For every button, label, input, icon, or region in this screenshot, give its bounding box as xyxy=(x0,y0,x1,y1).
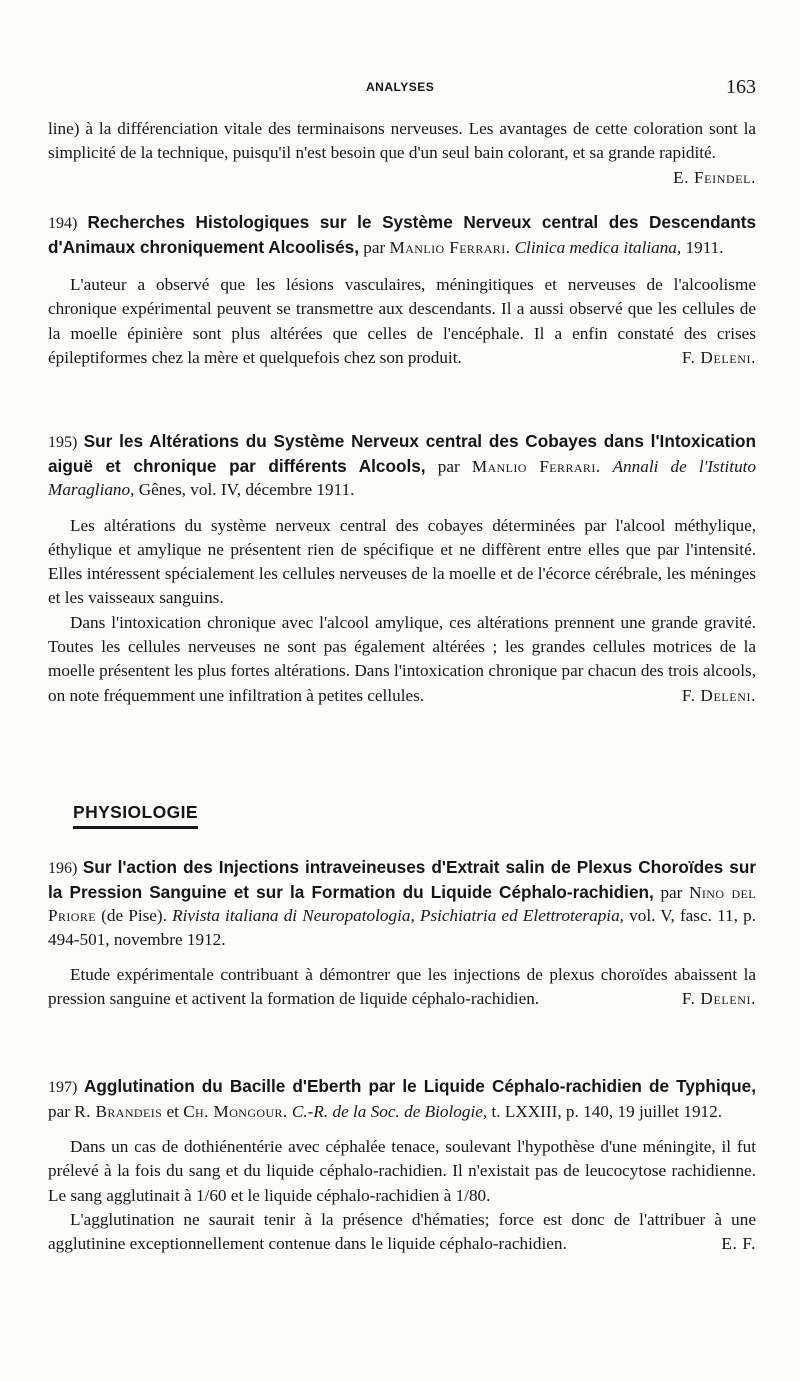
entry-number: 195) xyxy=(48,434,78,451)
entry-title: Recherches Histologiques sur le Système Nerveux central des Descendants d'Animaux chroniquement Alcoolisés, xyxy=(48,212,757,257)
entry-source: Clinica medica italiana, xyxy=(514,237,682,257)
entry-paragraph xyxy=(48,1208,756,1257)
entry-details: Gênes, vol. IV, décembre 1911. xyxy=(138,480,355,499)
entry-paragraph-text: L'agglutination ne saurait tenir à la présence d'hématies; force est donc de l'attribuer à une agglutinine exceptionnellement contenue dans le liquide céphalo-rachidien. xyxy=(48,1209,756,1254)
section-heading: PHYSIOLOGIE xyxy=(73,802,198,829)
entry-paragraph-text: Dans l'intoxication chronique avec l'alcool amylique, ces altérations prennent une grande gravité. Toutes les cellules nerveuses ne sont pas également altérées ; les grandes cellules motrices de la moelle présentent les plus fortes altérations. Dans l'intoxication chronique par chacun des trois alcools, on note fréquemment une infiltration à petites cellules. xyxy=(48,612,756,705)
entry-number: 197) xyxy=(48,1079,78,1096)
entry-194 xyxy=(48,211,756,370)
entry-author-2: Ch. Mongour. xyxy=(183,1101,288,1121)
entry-heading xyxy=(48,1075,756,1123)
entry-source: C.-R. de la Soc. de Biologie, xyxy=(291,1101,488,1121)
entry-source: Annali de l'Istituto Maragliano, xyxy=(48,456,757,499)
entry-heading xyxy=(48,856,756,951)
intro-text: line) à la différenciation vitale des terminaisons nerveuses. Les avantages de cette coloration sont la simplicité de la technique, puisqu'il n'est besoin que d'un seul bain colorant, et sa grande rapidité. xyxy=(48,119,756,163)
entry-by: par xyxy=(437,456,460,476)
entry-details: t. LXXIII, p. 140, 19 juillet 1912. xyxy=(491,1101,723,1121)
entry-paragraph xyxy=(48,611,756,708)
entry-source: Rivista italiana di Neuropatologia, Psichiatria ed Elettroterapia, xyxy=(172,906,624,925)
entry-author: R. Brandeis xyxy=(74,1101,163,1121)
entry-197 xyxy=(48,1075,756,1256)
entry-signature: F. Deleni. xyxy=(681,685,756,705)
entry-signature: F. Deleni. xyxy=(681,347,756,367)
entry-signature: E. F. xyxy=(721,1234,756,1254)
entry-heading xyxy=(48,211,756,259)
page-number: 163 xyxy=(726,76,756,98)
entry-paragraph xyxy=(48,963,756,1012)
intro-paragraph xyxy=(48,117,756,190)
entry-paragraph-text: L'auteur a observé que les lésions vasculaires, méningitiques et nerveuses de l'alcoolisme chronique expérimental peuvent se transmettre aux descendants. Il a aussi observé que les cellules de la moelle épinière sont plus altérées que celles de l'encéphale. Il a enfin constaté des crises épileptiformes chez la mère et quelquefois chez son produit. xyxy=(48,275,756,367)
entry-by: par xyxy=(660,882,683,902)
entry-by: par xyxy=(363,237,386,257)
page-header xyxy=(48,76,756,100)
entry-author: Manlio Ferrari. xyxy=(471,456,601,476)
entry-number: 194) xyxy=(48,215,78,232)
entry-paragraph xyxy=(48,273,756,370)
running-title: ANALYSES xyxy=(366,80,435,94)
entry-author: Manlio Ferrari. xyxy=(389,237,511,257)
entry-author: Nino del Priore xyxy=(48,882,757,925)
entry-by: par xyxy=(48,1101,70,1121)
entry-paragraph: Dans un cas de dothiénentérie avec céphalée tenace, soulevant l'hypothèse d'une méningite, il fut prélevé à la fois du sang et du liquide céphalo-rachidien. Il n'existait pas de leucocytose rachidienne. Le sang agglutinait à 1/60 et le liquide céphalo-rachidien à 1/80. xyxy=(48,1137,756,1205)
entry-title: Agglutination du Bacille d'Eberth par le Liquide Céphalo-rachidien de Typhique, xyxy=(83,1076,757,1096)
entry-title: Sur les Altérations du Système Nerveux central des Cobayes dans l'Intoxication aiguë et chronique par différents Alcools, xyxy=(48,431,756,476)
entry-paragraph-text: Etude expérimentale contribuant à démontrer que les injections de plexus choroïdes abaissent la pression sanguine et activent la formation de liquide céphalo-rachidien. xyxy=(48,965,756,1009)
entry-details: 1911. xyxy=(685,237,724,257)
intro-block xyxy=(48,117,756,190)
entry-affiliation: (de Pise). xyxy=(101,906,167,925)
entry-195 xyxy=(48,430,756,708)
entry-conj: et xyxy=(166,1101,179,1121)
intro-signature: E. Feindel. xyxy=(673,167,756,187)
entry-signature: F. Deleni. xyxy=(681,989,756,1009)
entry-details: vol. V, fasc. 11, p. 494-501, novembre 1912. xyxy=(48,906,757,949)
entry-paragraph: Les altérations du système nerveux central des cobayes déterminées par l'alcool méthylique, éthylique et amylique ne présentent rien de spécifique et ne diffèrent entre elles que par l'intensité. Elles intéressent spécialement les cellules nerveuses de la moelle et de l'écorce cérébrale, les méninges et les vaisseaux sanguins. xyxy=(48,515,756,608)
entry-number: 196) xyxy=(48,860,78,877)
entry-196 xyxy=(48,856,756,1012)
entry-heading xyxy=(48,430,756,502)
entry-title: Sur l'action des Injections intraveineuses d'Extrait salin de Plexus Choroïdes sur la Pression Sanguine et sur la Formation du Liquide Céphalo-rachidien, xyxy=(48,857,757,902)
